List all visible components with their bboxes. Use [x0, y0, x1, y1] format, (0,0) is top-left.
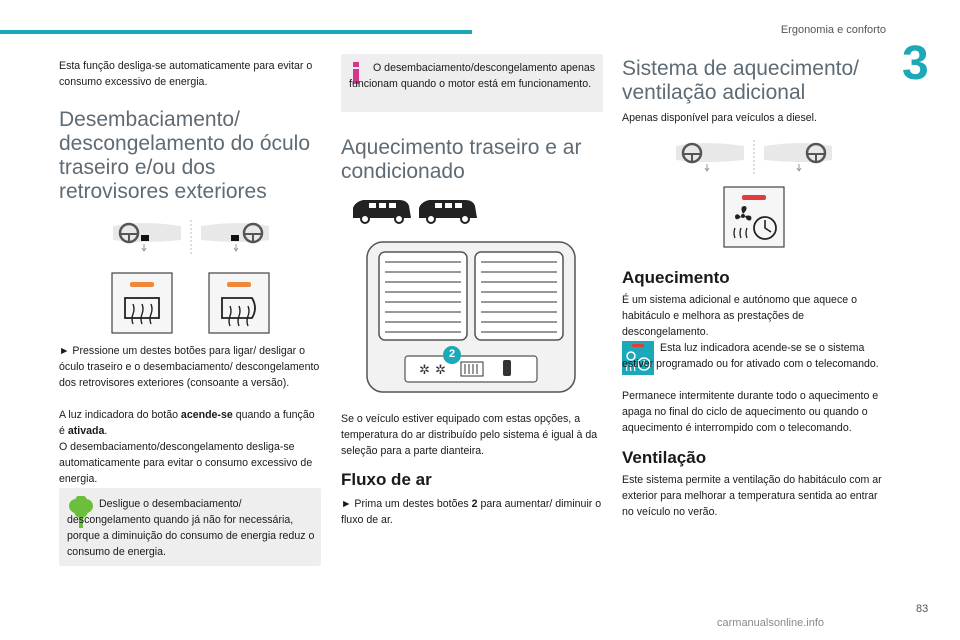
section-heading-aux-heating: Sistema de aquecimento/ ventilação adicional: [622, 57, 859, 104]
aux-heating-button[interactable]: [723, 186, 785, 248]
airflow-step-text-2: para aumentar/ diminuir o fluxo de ar.: [341, 498, 602, 526]
eco-note-text: Desligue o desembaciamento/ descongelamento quando já não for necessária, porque a diminuição do consumo de energia reduz o consumo de energia.: [67, 498, 315, 558]
led-paragraph: [59, 407, 321, 439]
airflow-step-text-1: ► Prima um destes botões: [341, 498, 472, 510]
section-heading-defrost: Desembaciamento/ descongelamento do óculo traseiro e/ou dos retrovisores exteriores: [59, 108, 311, 203]
blink-paragraph: Permanece intermitente durante todo o aquecimento e apaga no final do ciclo de aquecimento ou quando o aquecimento é interrompido com o telecomando.: [622, 390, 879, 434]
callout-number: 2: [448, 348, 456, 360]
info-note-text: O desembaciamento/descongelamento apenas funcionam quando o motor está em funcionamento.: [349, 62, 596, 90]
rear-vent-panel: [365, 240, 577, 395]
eco-note: [59, 488, 321, 566]
led-text-3: .: [104, 425, 108, 437]
mirror-defrost-icon[interactable]: [208, 272, 270, 334]
airflow-step-bold: 2: [471, 498, 478, 510]
led-text-1: A luz indicadora do botão: [59, 409, 181, 421]
ventilation-body: Este sistema permite a ventilação do habitáculo com ar exterior para melhorar a temperatura sentida ao entrar no veículo no verão.: [622, 474, 882, 518]
indicator-paragraph: Esta luz indicadora acende-se se o sistema estiver programado ou for ativado com o telecomando.: [622, 342, 879, 370]
availability-text: Apenas disponível para veículos a diesel.: [622, 112, 817, 124]
subheading-airflow: Fluxo de ar: [341, 470, 432, 489]
section-title: Ergonomia e conforto: [780, 24, 886, 36]
rear-heating-body: Se o veículo estiver equipado com estas opções, a temperatura do ar distribuído pelo sistema é igual à da seleção para a parte dianteira.: [341, 413, 598, 457]
chapter-number: 3: [902, 37, 929, 90]
info-note: [341, 54, 603, 112]
page-number: 83: [916, 603, 929, 615]
header-accent-bar: [0, 30, 472, 34]
svg-text:✲: ✲: [419, 362, 430, 377]
steering-wheel-icon: [674, 140, 834, 176]
intro-paragraph: Esta função desliga-se automaticamente para evitar o consumo excessivo de energia.: [59, 60, 313, 88]
steering-wheel-icon: [111, 218, 271, 258]
watermark-text[interactable]: carmanualsonline.info: [717, 617, 825, 629]
van-icon: [349, 196, 479, 226]
led-text-2: quando a função é: [59, 409, 315, 437]
airflow-step: [341, 496, 603, 528]
section-heading-rear-heating: Aquecimento traseiro e ar condicionado: [341, 136, 582, 183]
led-text-bold-2: ativada: [67, 425, 105, 437]
subheading-ventilation: Ventilação: [622, 448, 707, 467]
rear-window-defrost-icon[interactable]: [111, 272, 173, 334]
led-text-bold-1: acende-se: [180, 409, 233, 421]
subheading-heating: Aquecimento: [622, 268, 730, 287]
heating-body: É um sistema adicional e autónomo que aquece o habitáculo e melhora as prestações de descongelamento.: [622, 294, 857, 338]
step-press-button: ► Pressione um destes botões para ligar/ desligar o óculo traseiro e o desembaciamento/ descongelamento dos retrovisores exteriores (consoante a versão).: [59, 345, 320, 389]
svg-text:✲: ✲: [435, 362, 446, 377]
auto-off-paragraph: O desembaciamento/descongelamento desliga-se automaticamente para evitar o consumo excessivo de energia.: [59, 441, 313, 485]
